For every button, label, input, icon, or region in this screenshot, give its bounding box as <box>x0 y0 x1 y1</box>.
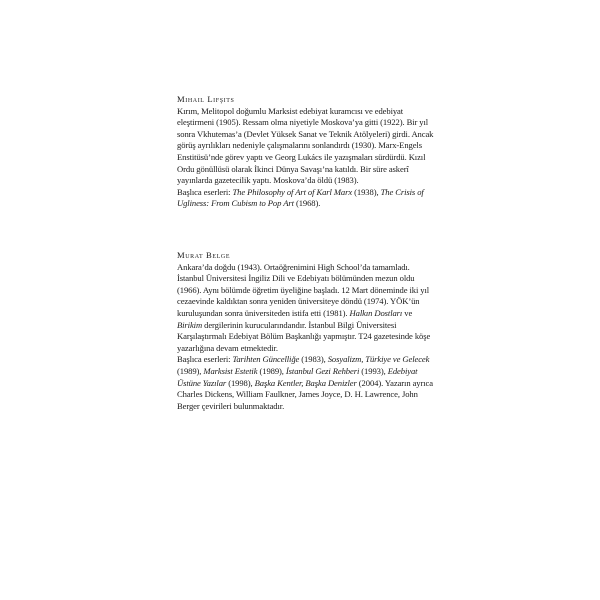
bio-murat-belge <box>177 250 437 412</box>
journal-conjunction: ve <box>402 307 413 318</box>
work-title: Sosyalizm, Türkiye ve Gelecek <box>327 354 430 365</box>
work-year: (1989), <box>257 365 286 376</box>
author-name: Murat Belge <box>177 250 231 260</box>
work-title: İstanbul Gezi Rehberi <box>285 365 360 376</box>
journal-title: Birikim <box>177 319 203 330</box>
works-prefix: Başlıca eserleri: <box>177 354 233 365</box>
work-title: Başka Kentler, Başka Denizler <box>254 377 357 388</box>
work-year: (1998), <box>226 377 255 388</box>
bio-text <box>177 106 437 187</box>
work-title: Edebiyat Üstüne Yazılar <box>177 365 418 388</box>
journal-title: Halkın Dostları <box>349 307 403 318</box>
work-year: (2004). <box>356 377 384 388</box>
work-year: (1989), <box>177 365 204 376</box>
work-title: Marksist Estetik <box>203 365 258 376</box>
bio-paragraph: dergilerinin kurucularındandır. İstanbul Bilgi Üniversitesi Karşılaştırmalı Edebiyat Bölüm Başkanlığı yapmıştır. T24 gazetesinde köşe yazarlığına devam etmektedir. <box>177 319 431 353</box>
work-year: (1983), <box>299 354 328 365</box>
works-list <box>177 354 437 412</box>
bio-paragraph: Ankara’da doğdu (1943). Ortaöğrenimini High School’da tamamladı. İstanbul Üniversitesi İngiliz Dili ve Edebiyatı bölümünden mezun oldu (1966). Aynı bölümde öğretim üyeliğine başladı. 12 Mart döneminde iki yıl cezaevinde kaldıktan sonra yeniden üniversiteye döndü (1974). YÖK’ün kuruluşundan sonra üniversiteden istifa etti (1981). <box>177 261 430 318</box>
work-year: (1938), <box>352 186 381 197</box>
work-title: Tarihten Güncelliğe <box>232 354 300 365</box>
works-list <box>177 187 437 210</box>
bio-text <box>177 262 437 355</box>
works-prefix: Başlıca eserleri: <box>177 186 233 197</box>
translations-note: Yazarın ayrıca Charles Dickens, William Faulkner, James Joyce, D. H. Lawrence, John Berger çevirileri bulunmaktadır. <box>177 377 433 411</box>
work-title: The Crisis of Ugliness: From Cubism to Pop Art <box>177 186 424 209</box>
work-year: (1968). <box>293 198 321 209</box>
bio-paragraph: Kırım, Melitopol doğumlu Marksist edebiyat kuramcısı ve edebiyat eleştirmeni (1905). Ressam olma niyetiyle Moskova’ya gitti (1922). Bir yıl sonra Vkhutemas’a (Devlet Yüksek Sanat ve Teknik Atölyeleri) girdi. Ancak görüş ayrılıkları nedeniyle çalışmalarını sonlandırdı (1930). Marx-Engels Enstitüsü’nde görev yaptı ve Georg Lukács ile yazışmaları sürdürdü. Kızıl Ordu gönüllüsü olarak İkinci Dünya Savaşı’na katıldı. Bir süre askerî yayınlarda gazetecilik yaptı. Moskova’da öldü (1983). <box>177 105 434 186</box>
author-name: Mihail Lifşits <box>177 94 235 104</box>
work-year: (1993), <box>359 365 388 376</box>
work-title: The Philosophy of Art of Karl Marx <box>232 186 353 197</box>
bio-mihail-lifsits <box>177 94 437 210</box>
